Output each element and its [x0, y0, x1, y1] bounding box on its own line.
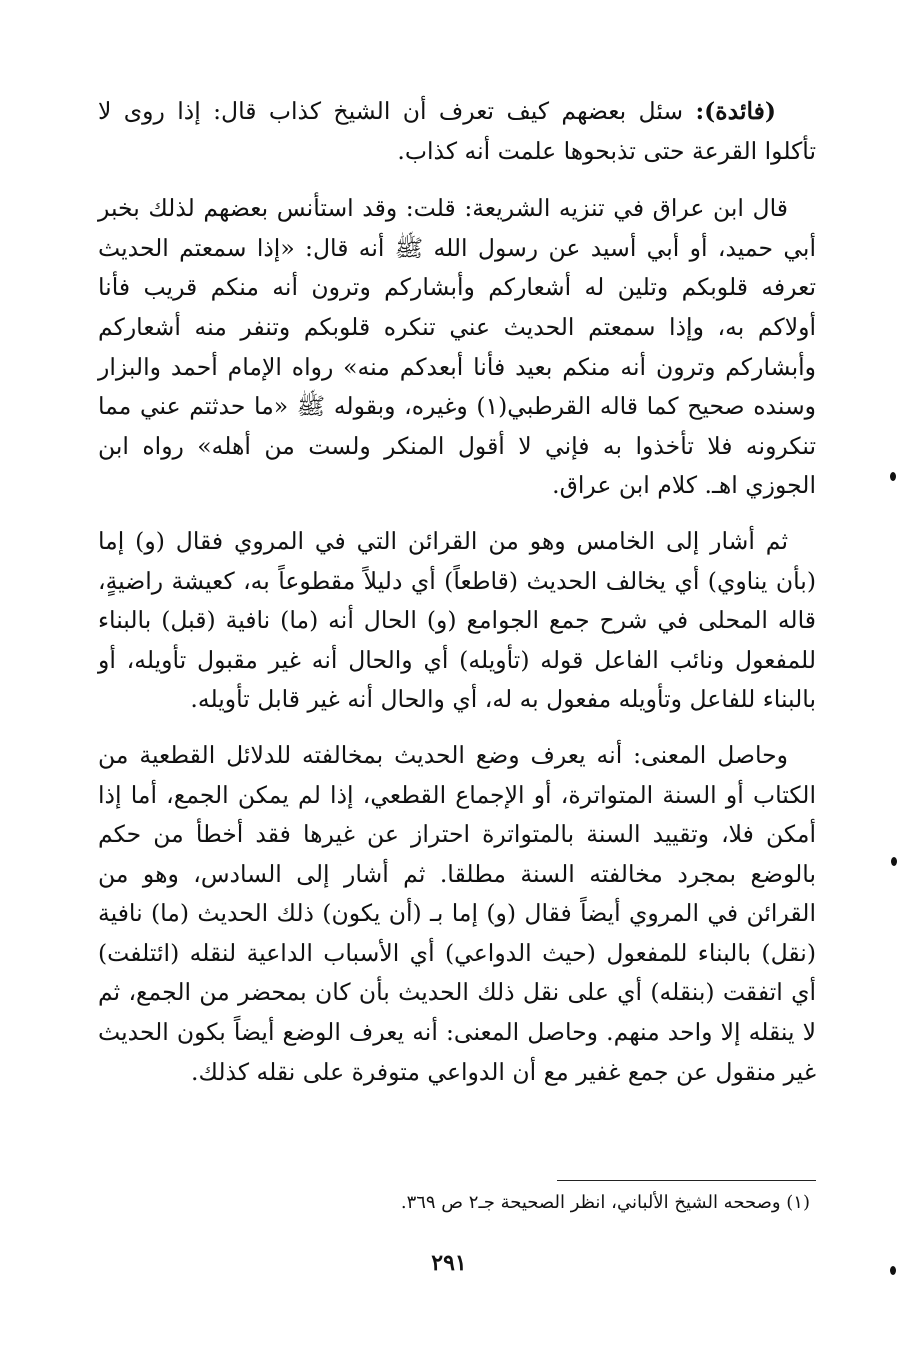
page-body — [98, 92, 816, 1108]
footnote: (١) وصححه الشيخ الألباني، انظر الصحيحة جـ٢ ص ٣٦٩. — [400, 1192, 810, 1213]
edge-mark — [890, 1266, 896, 1275]
paragraph-lead: (فائدة): — [695, 97, 776, 125]
paragraph-meaning — [98, 736, 816, 1092]
paragraph-benefit — [98, 92, 816, 171]
paragraph-fifth — [98, 522, 816, 720]
page-number: ٢٩١ — [431, 1250, 467, 1276]
paragraph-ibn-iraq — [98, 189, 816, 506]
paragraph-text: سئل بعضهم كيف تعرف أن الشيخ كذاب قال: إذا روى لا تأكلوا القرعة حتى تذبحوها علمت أنه كذاب. — [98, 97, 816, 165]
paragraph-text: وحاصل المعنى: أنه يعرف وضع الحديث بمخالفته للدلائل القطعية من الكتاب أو السنة المتواترة، أو الإجماع القطعي، إذا لم يمكن الجمع، أما إذا أمكن فلا، وتقييد السنة بالمتواترة احتراز عن غيرها فقد أخطأ من حكم بالوضع بمجرد مخالفته السنة مطلقا. ثم أشار إلى السادس، وهو من القرائن في المروي أيضاً فقال (و) إما بـ (أن يكون) ذلك الحديث (ما) نافية (نقل) بالبناء للمفعول (حيث الدواعي) أي الأسباب الداعية لنقله (ائتلفت) أي اتفقت (بنقله) أي على نقل ذلك الحديث بأن كان بمحضر من الجمع، ثم لا ينقله إلا واحد منهم. وحاصل المعنى: أنه يعرف الوضع أيضاً بكون الحديث غير منقول عن جمع غفير مع أن الدواعي متوفرة على نقله كذلك. — [98, 740, 816, 1086]
edge-mark — [890, 472, 896, 481]
paragraph-text: قال ابن عراق في تنزيه الشريعة: قلت: وقد استأنس بعضهم لذلك بخبر أبي حميد، أو أبي أسيد عن رسول الله ﷺ أنه قال: «إذا سمعتم الحديث تعرفه قلوبكم وتلين له أشعاركم وأبشاركم وترون أنه منكم قريب فأنا أولاكم به، وإذا سمعتم الحديث عني تنكره قلوبكم وتنفر منه أشعاركم وأبشاركم وترون أنه منكم بعيد فأنا أبعدكم منه» رواه الإمام أحمد والبزار وسنده صحيح كما قاله القرطبي(١) وغيره، وبقوله ﷺ «ما حدثتم عني مما تنكرونه فلا تأخذوا به فإني لا أقول المنكر ولست من أهله» رواه ابن الجوزي اهـ. كلام ابن عراق. — [98, 194, 816, 500]
paragraph-text: ثم أشار إلى الخامس وهو من القرائن التي في المروي فقال (و) إما (بأن يناوي) أي يخالف الحديث (قاطعاً) أي دليلاً مقطوعاً به، كعيشة راضيةٍ، قاله المحلى في شرح جمع الجوامع (و) الحال أنه (ما) نافية (قبل) بالبناء للمفعول ونائب الفاعل قوله (تأويله) أي والحال أنه غير مقبول تأويله، أو بالبناء للفاعل وتأويله مفعول به له، أي والحال أنه غير قابل تأويله. — [98, 526, 816, 714]
footnote-divider — [557, 1180, 816, 1181]
edge-mark — [891, 857, 897, 866]
